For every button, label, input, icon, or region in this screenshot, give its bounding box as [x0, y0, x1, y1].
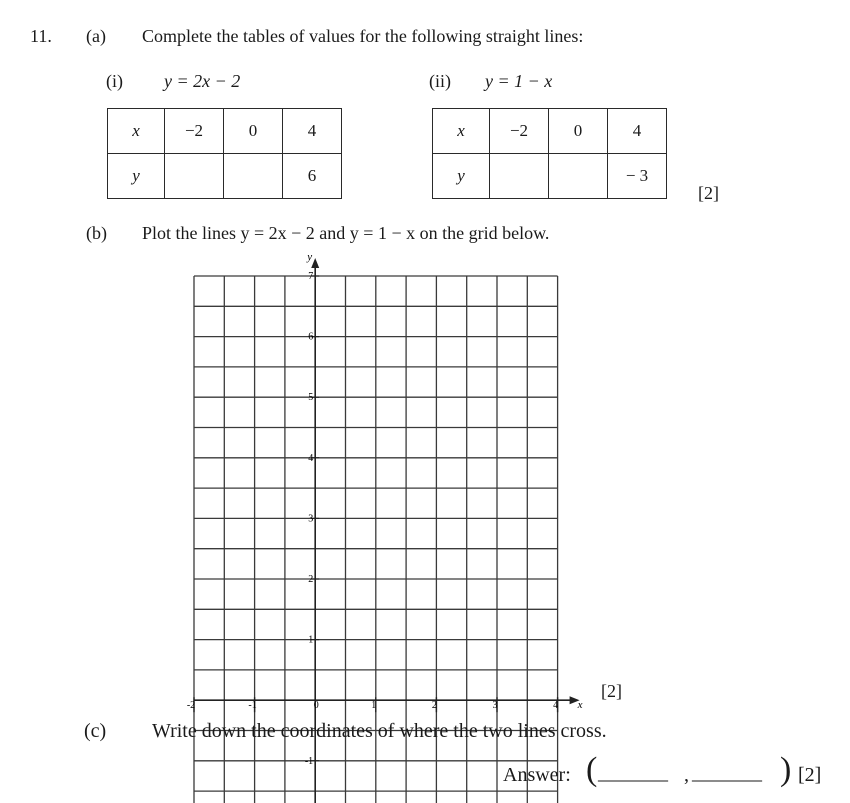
x-value-cell: 4 [608, 109, 667, 154]
x-value-cell: −2 [165, 109, 224, 154]
answer-x-blank[interactable]: _______ [598, 762, 668, 784]
part-b-marks: [2] [601, 681, 622, 701]
y-tick-label: 7 [308, 271, 314, 282]
part-a-instruction: Complete the tables of values for the following straight lines: [142, 26, 584, 46]
x-value-cell: 0 [224, 109, 283, 154]
table-ii-label: (ii) [429, 71, 451, 91]
x-value-cell: 4 [283, 109, 342, 154]
part-c-label: (c) [84, 720, 107, 742]
y-value-cell: 6 [283, 154, 342, 199]
part-b-label: (b) [86, 223, 107, 243]
y-tick-label: 5 [308, 392, 314, 404]
question-number: 11. [30, 26, 52, 46]
y-tick-label: 6 [308, 331, 314, 343]
answer-y-blank[interactable]: _______ [692, 762, 762, 784]
x-tick-label: 0 [313, 700, 319, 712]
y-header-cell: y [108, 154, 165, 199]
x-header-cell: x [433, 109, 490, 154]
y-tick-label: 2 [308, 574, 314, 585]
y-tick-label: 1 [308, 634, 314, 646]
answer-label: Answer: [503, 764, 571, 786]
x-tick-label: -1 [248, 700, 257, 712]
table-ii-equation: y = 1 − x [485, 71, 553, 91]
y-tick-label: 4 [308, 452, 314, 464]
answer-comma: , [684, 764, 689, 786]
x-value-cell: −2 [490, 109, 549, 154]
part-b-instruction: Plot the lines y = 2x − 2 and y = 1 − x on the grid below. [142, 223, 550, 243]
x-header-cell: x [108, 109, 165, 154]
x-value-cell: 0 [549, 109, 608, 154]
part-a-marks: [2] [698, 183, 719, 203]
y-tick-label: -1 [304, 755, 314, 767]
answer-close-paren: ) [780, 751, 792, 788]
y-axis-label: y [307, 251, 313, 263]
x-tick-label: 1 [371, 700, 377, 712]
y-axis-arrow-icon [311, 258, 319, 268]
y-value-cell: − 3 [608, 154, 667, 199]
table-i-equation: y = 2x − 2 [164, 71, 241, 91]
x-tick-label: 4 [553, 700, 559, 712]
y-header-cell: y [433, 154, 490, 199]
table-i-label: (i) [106, 71, 123, 91]
part-c-marks: [2] [798, 764, 822, 786]
part-a-label: (a) [86, 26, 106, 46]
x-tick-label: 3 [492, 700, 498, 712]
x-tick-label: -2 [186, 700, 196, 712]
part-c-instruction: Write down the coordinates of where the two lines cross. [152, 720, 607, 742]
x-tick-label: 2 [431, 700, 437, 712]
answer-open-paren: ( [586, 751, 598, 788]
y-tick-label: 3 [308, 513, 314, 525]
x-axis-label: x [577, 699, 583, 712]
